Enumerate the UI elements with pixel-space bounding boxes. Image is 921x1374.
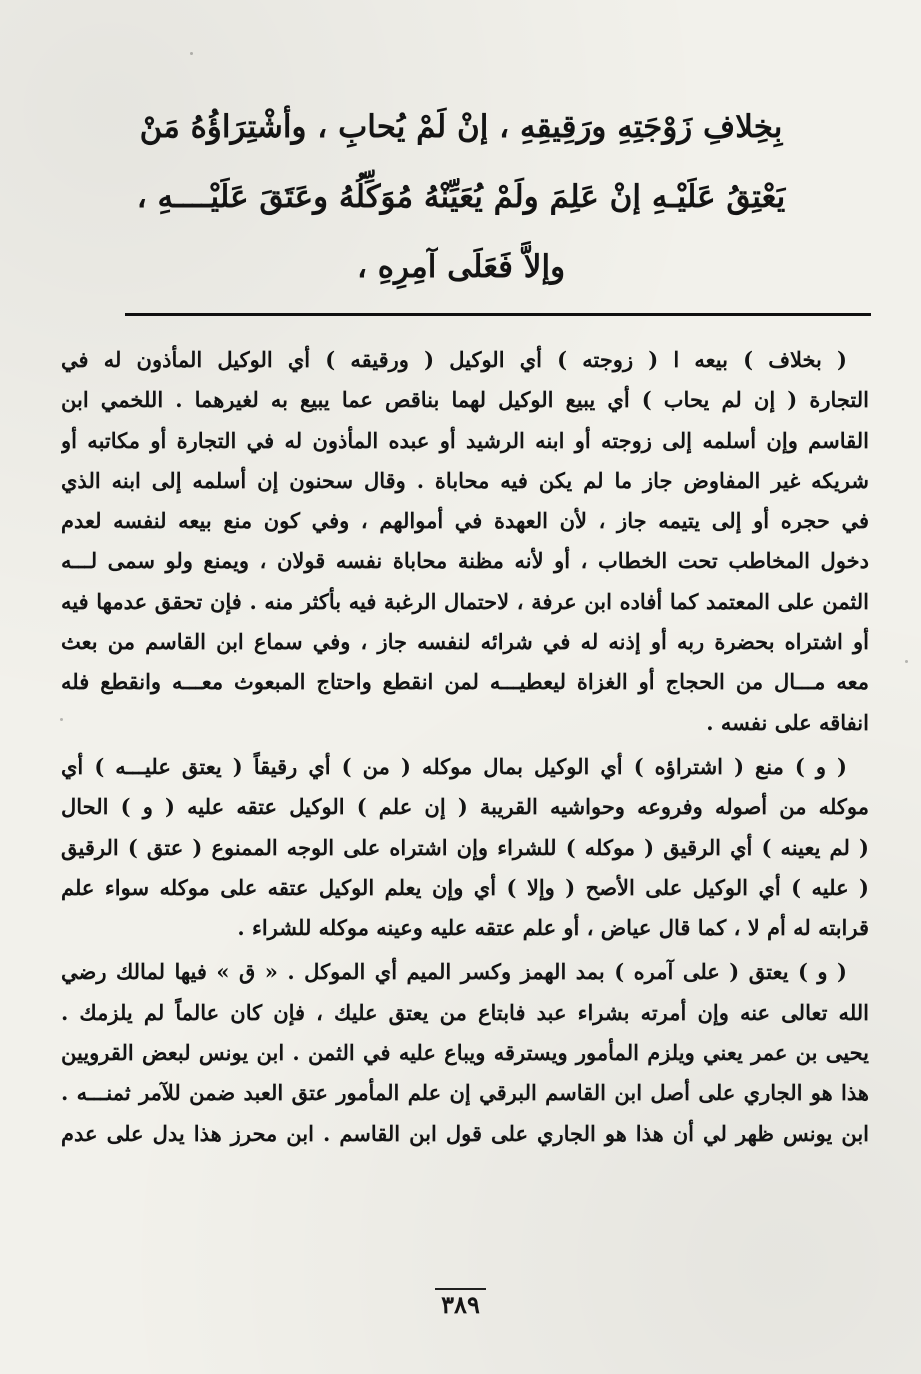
commentary-line: انفاقه على نفسه . [706, 709, 869, 735]
commentary-line: التجارة ( إن لم يحاب ) أي يبيع الوكيل لهما بناقص عما يبيع به لغيرهما . اللخمي ابن [61, 387, 869, 413]
commentary-line: في حجره أو إلى يتيمه جاز ، لأن العهدة في أموالهم ، وفي كون منع بيعه لنفسه لعدم [61, 508, 869, 534]
scan-speck [905, 660, 908, 663]
commentary-line: موكله من أصوله وفروعه وحواشيه القريبة ( إن علم ) الوكيل عتقه عليه ( و ) الحال [61, 794, 869, 820]
page-number-text: ٣٨٩ [435, 1288, 486, 1320]
commentary-line: ( بخلاف ) بيعه ا ( زوجته ) أي الوكيل ( ورقيقه ) أي الوكيل المأذون له في [61, 347, 847, 372]
commentary-line: ( عليه ) أي الوكيل على الأصح ( وإلا ) أي وإن يعلم الوكيل عتقه على موكله سواء علم [61, 874, 869, 900]
commentary-block [61, 340, 869, 1158]
commentary-line: قرابته له أم لا ، كما قال عياض ، أو علم عتقه عليه وعينه موكله للشراء . [237, 915, 869, 941]
commentary-line: أو اشتراه بحضرة ربه أو إذنه له في شرائه لنفسه جاز ، وفي سماع ابن القاسم من بعث [61, 629, 869, 655]
commentary-line: ( و ) يعتق ( على آمره ) بمد الهمز وكسر الميم أي الموكل . « ق » فيها لمالك رضي [61, 959, 847, 985]
commentary-line: ( و ) منع ( اشتراؤه ) أي الوكيل بمال موكله ( من ) أي رقيقاً ( يعتق عليـــه ) أي [61, 753, 847, 779]
commentary-line: معه مـــال من الحجاج أو الغزاة ليعطيـــه لمن انقطع واحتاج المبعوث معـــه وانقطع فله [61, 669, 869, 695]
commentary-line: الله تعالى عنه وإن أمرته بشراء عبد فابتاع من يعتق عليك ، فإن كان عالماً لم يلزمك . [61, 999, 869, 1025]
commentary-line: القاسم وإن أسلمه إلى زوجته أو ابنه الرشيد أو عبده المأذون له في التجارة أو مكاتبه أو [61, 427, 869, 453]
page-number [0, 1288, 921, 1320]
commentary-line: شريكه غير المفاوض جاز ما لم يكن فيه محاباة . وقال سحنون إن أسلمه إلى ابنه الذي [61, 467, 869, 493]
main-text-line: وإلاَّ فَعَلَى آمِرِهِ ، [356, 249, 566, 285]
scan-speck [60, 718, 63, 721]
commentary-paragraph [61, 747, 869, 948]
scan-speck [190, 52, 193, 55]
main-text-line: بِخِلافِ زَوْجَتِهِ ورَقِيقِهِ ، إنْ لَمْ يُحابِ ، وأشْتِرَاؤُهُ مَنْ [139, 109, 783, 145]
commentary-line: يحيى بن عمر يعني ويلزم المأمور ويسترقه ويباع عليه في الثمن . ابن يونس لبعض القرويين [61, 1040, 869, 1066]
separator-rule [125, 313, 871, 316]
main-text-line: يَعْتِقُ عَلَيْـهِ إنْ عَلِمَ ولَمْ يُعَيِّنْهُ مُوَكِّلُهُ وعَتَقَ عَلَيْــــهِ ، [136, 179, 786, 215]
commentary-paragraph [61, 340, 869, 743]
commentary-line: الثمن على المعتمد كما أفاده ابن عرفة ، لاحتمال الرغبة فيه بأكثر منه . فإن تحقق عدمها فيه [61, 588, 869, 614]
main-text-block [51, 92, 871, 302]
commentary-line: دخول المخاطب تحت الخطاب ، أو لأنه مظنة محاباة نفسه قولان ، ويمنع ولو سمى لـــه [61, 548, 869, 574]
commentary-line: هذا هو الجاري على أصل ابن القاسم البرقي إن علم المأمور عتق العبد ضمن للآمر ثمنـــه . [61, 1080, 869, 1106]
commentary-line: ابن يونس ظهر لي أن هذا هو الجاري على قول ابن القاسم . ابن محرز هذا يدل على عدم [61, 1120, 869, 1146]
commentary-paragraph [61, 952, 869, 1153]
commentary-line: ( لم يعينه ) أي الرقيق ( موكله ) للشراء وإن اشتراه على الوجه الممنوع ( عتق ) الرقيق [61, 834, 869, 860]
